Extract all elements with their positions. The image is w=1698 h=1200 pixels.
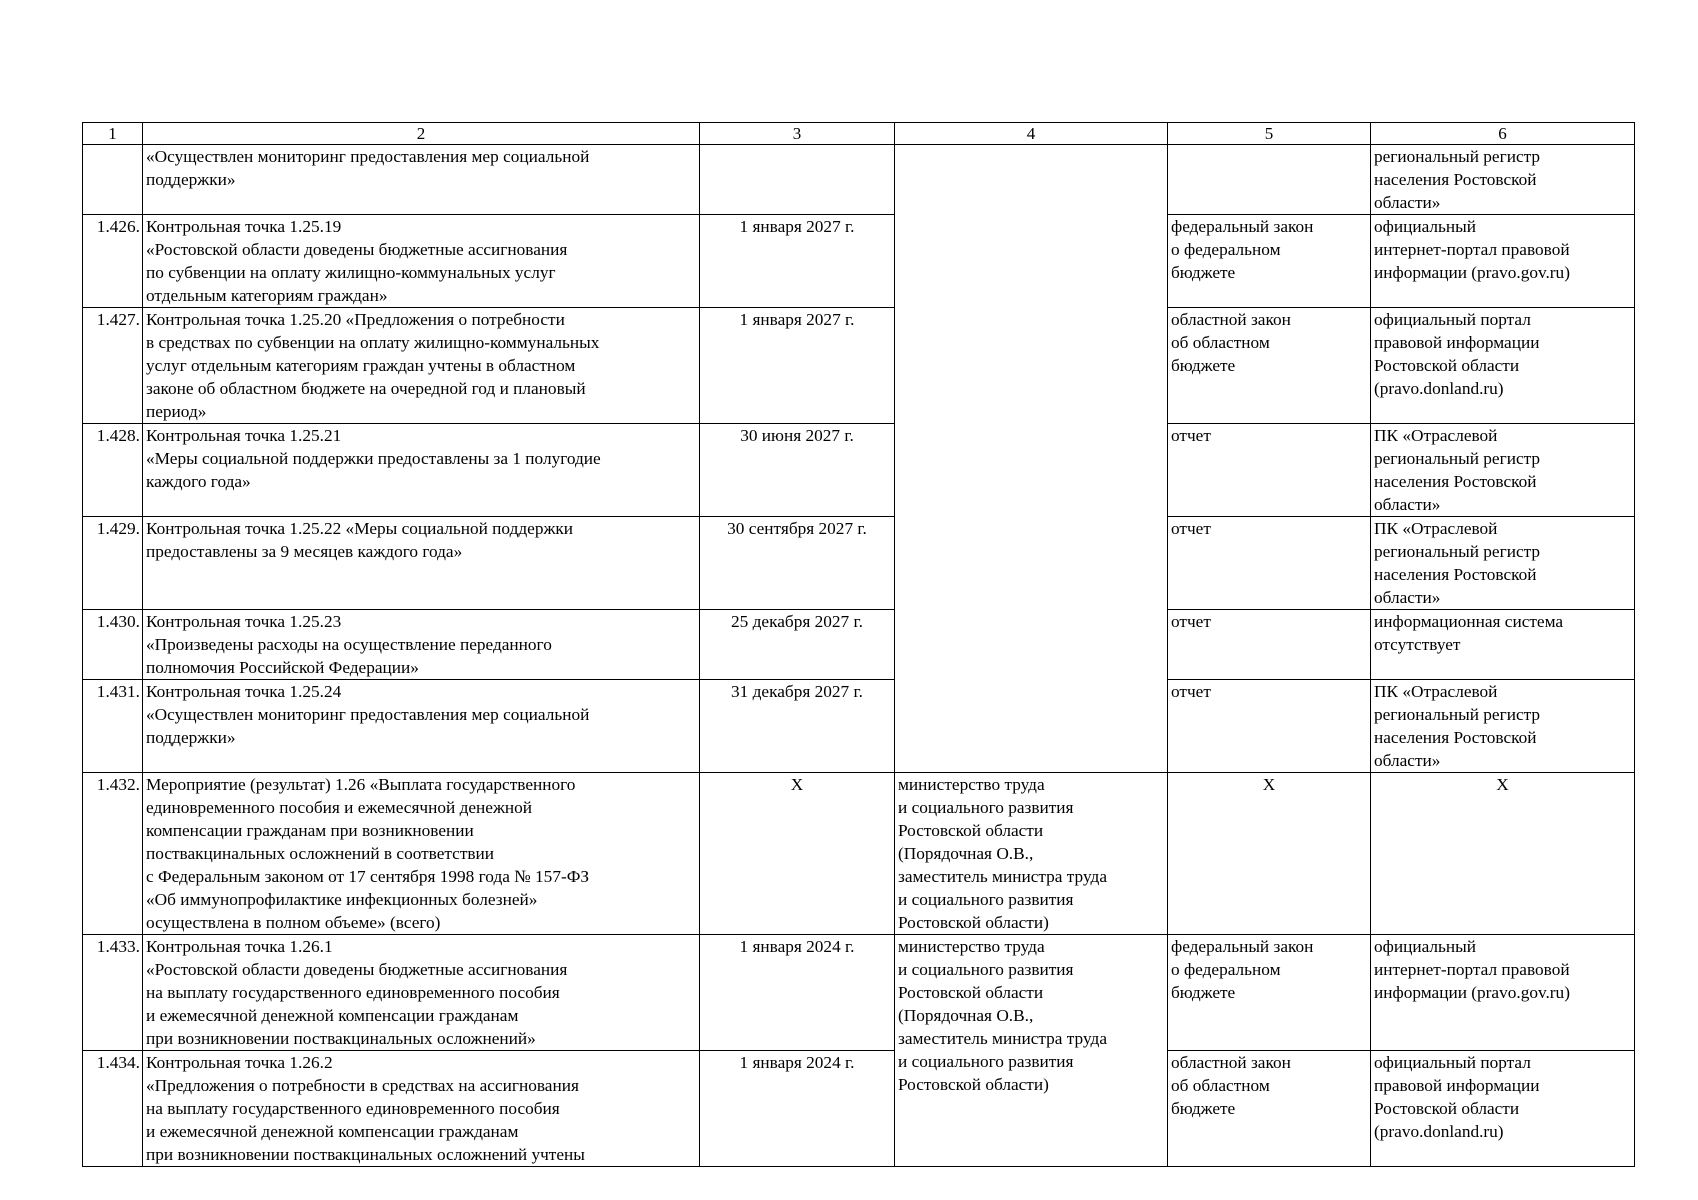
text-line: (pravo.donland.ru) (1374, 1122, 1504, 1141)
text-line: компенсации гражданам при возникновении (146, 821, 474, 840)
text-line: населения Ростовской (1374, 565, 1537, 584)
text-line: официальный (1374, 937, 1477, 956)
table-row (83, 145, 1635, 215)
text-line: ПК «Отраслевой (1374, 426, 1498, 445)
table-row (83, 773, 1635, 935)
text-line: правовой информации (1374, 1076, 1540, 1095)
text-line: отчет (1171, 682, 1211, 701)
text-line: федеральный закон (1171, 217, 1314, 236)
row-number-cell: 1.428. (83, 424, 143, 517)
responsible-merged-cell (895, 935, 1168, 1167)
column-header: 5 (1168, 123, 1371, 145)
description-cell (143, 773, 700, 935)
text-line: «Об иммунопрофилактике инфекционных болезней» (146, 890, 538, 909)
text-line: информации (pravo.gov.ru) (1374, 263, 1570, 282)
date-cell: 1 января 2024 г. (700, 1051, 895, 1167)
column-header: 4 (895, 123, 1168, 145)
text-line: «Ростовской области доведены бюджетные ассигнования (146, 960, 568, 979)
text-line: (Порядочная О.В., (898, 844, 1034, 863)
text-line: о федеральном (1171, 240, 1281, 259)
text-line: с Федеральным законом от 17 сентября 1998 года № 157-ФЗ (146, 867, 590, 886)
column-header: 2 (143, 123, 700, 145)
text-line: при возникновении поствакцинальных осложнений» (146, 1029, 536, 1048)
text-line: и ежемесячной денежной компенсации гражданам (146, 1006, 519, 1025)
text-line: Контрольная точка 1.25.22 «Меры социальной поддержки (146, 519, 574, 538)
text-line: отдельным категориям граждан» (146, 286, 388, 305)
text-line: поддержки» (146, 170, 236, 189)
text-line: федеральный закон (1171, 937, 1314, 956)
information-system-cell (1371, 610, 1635, 680)
text-line: услуг отдельным категориям граждан учтены в областном (146, 356, 576, 375)
description-cell (143, 215, 700, 308)
description-cell (143, 145, 700, 215)
column-header: 1 (83, 123, 143, 145)
information-system-cell (1371, 680, 1635, 773)
text-line: (Порядочная О.В., (898, 1006, 1034, 1025)
text-line: официальный (1374, 217, 1477, 236)
text-line: «Осуществлен мониторинг предоставления мер социальной (146, 147, 590, 166)
information-system-cell (1371, 145, 1635, 215)
text-line: бюджете (1171, 1099, 1236, 1118)
text-line: период» (146, 402, 207, 421)
column-header: 3 (700, 123, 895, 145)
text-line: области» (1374, 588, 1441, 607)
information-system-cell (1371, 308, 1635, 424)
text-line: заместитель министра труда (898, 867, 1107, 886)
control-points-table (82, 122, 1635, 1167)
text-line: министерство труда (898, 775, 1045, 794)
text-line: отчет (1171, 426, 1211, 445)
text-line: отчет (1171, 519, 1211, 538)
text-line: интернет-портал правовой (1374, 960, 1570, 979)
text-line: Ростовской области (898, 983, 1044, 1002)
text-line: Контрольная точка 1.25.23 (146, 612, 342, 631)
table-row (83, 424, 1635, 517)
text-line: ПК «Отраслевой (1374, 682, 1498, 701)
text-line: «Произведены расходы на осуществление переданного (146, 635, 552, 654)
text-line: области» (1374, 495, 1441, 514)
document-type-cell (1168, 935, 1371, 1051)
text-line: поствакцинальных осложнений в соответствии (146, 844, 495, 863)
document-type-cell (1168, 215, 1371, 308)
text-line: в средствах по субвенции на оплату жилищно-коммунальных (146, 333, 600, 352)
information-system-cell (1371, 517, 1635, 610)
text-line: официальный портал (1374, 1053, 1531, 1072)
date-cell: 30 сентября 2027 г. (700, 517, 895, 610)
row-number-cell: 1.430. (83, 610, 143, 680)
text-line: осуществлена в полном объеме» (всего) (146, 913, 441, 932)
text-line: Ростовской области) (898, 1075, 1049, 1094)
description-cell (143, 935, 700, 1051)
text-line: заместитель министра труда (898, 1029, 1107, 1048)
column-header: 6 (1371, 123, 1635, 145)
text-line: интернет-портал правовой (1374, 240, 1570, 259)
text-line: при возникновении поствакцинальных осложнений учтены (146, 1145, 585, 1164)
text-line: и социального развития (898, 960, 1074, 979)
responsible-cell (895, 773, 1168, 935)
text-line: об областном (1171, 333, 1270, 352)
responsible-merged-cell (895, 145, 1168, 773)
document-type-cell (1168, 1051, 1371, 1167)
text-line: «Предложения о потребности в средствах на ассигнования (146, 1076, 579, 1095)
document-type-cell (1168, 517, 1371, 610)
text-line: X (1262, 775, 1276, 794)
text-line: бюджете (1171, 356, 1236, 375)
row-number-cell: 1.433. (83, 935, 143, 1051)
text-line: бюджете (1171, 263, 1236, 282)
text-line: Ростовской области (898, 821, 1044, 840)
table-row (83, 610, 1635, 680)
text-line: бюджете (1171, 983, 1236, 1002)
information-system-cell (1371, 215, 1635, 308)
text-line: официальный портал (1374, 310, 1531, 329)
date-cell: 1 января 2027 г. (700, 215, 895, 308)
description-cell (143, 308, 700, 424)
text-line: Контрольная точка 1.26.2 (146, 1053, 333, 1072)
information-system-cell (1371, 1051, 1635, 1167)
text-line: Ростовской области) (898, 913, 1049, 932)
table-row (83, 680, 1635, 773)
date-cell: 31 декабря 2027 г. (700, 680, 895, 773)
row-number-cell: 1.426. (83, 215, 143, 308)
table-row (83, 215, 1635, 308)
description-cell (143, 610, 700, 680)
text-line: «Меры социальной поддержки предоставлены за 1 полугодие (146, 449, 601, 468)
text-line: населения Ростовской (1374, 170, 1537, 189)
description-cell (143, 517, 700, 610)
text-line: предоставлены за 9 месяцев каждого года» (146, 542, 463, 561)
row-number-cell: 1.431. (83, 680, 143, 773)
text-line: «Осуществлен мониторинг предоставления мер социальной (146, 705, 590, 724)
text-line: региональный регистр (1374, 449, 1541, 468)
text-line: каждого года» (146, 472, 251, 491)
text-line: поддержки» (146, 728, 236, 747)
text-line: (pravo.donland.ru) (1374, 379, 1504, 398)
text-line: Мероприятие (результат) 1.26 «Выплата государственного (146, 775, 576, 794)
table-row (83, 308, 1635, 424)
date-cell: 30 июня 2027 г. (700, 424, 895, 517)
date-cell: 1 января 2027 г. (700, 308, 895, 424)
row-number-cell: 1.427. (83, 308, 143, 424)
row-number-cell (83, 145, 143, 215)
text-line: и социального развития (898, 1052, 1074, 1071)
text-line: о федеральном (1171, 960, 1281, 979)
text-line: Ростовской области (1374, 356, 1520, 375)
text-line: единовременного пособия и ежемесячной денежной (146, 798, 533, 817)
text-line: информационная система (1374, 612, 1564, 631)
text-line: областной закон (1171, 1053, 1291, 1072)
text-line: ПК «Отраслевой (1374, 519, 1498, 538)
text-line: отсутствует (1374, 635, 1461, 654)
row-number-cell: 1.429. (83, 517, 143, 610)
text-line: населения Ростовской (1374, 472, 1537, 491)
text-line: министерство труда (898, 937, 1045, 956)
document-type-cell (1168, 308, 1371, 424)
text-line: правовой информации (1374, 333, 1540, 352)
text-line: об областном (1171, 1076, 1270, 1095)
document-page (82, 122, 1634, 1162)
text-line: и ежемесячной денежной компенсации гражданам (146, 1122, 519, 1141)
text-line: на выплату государственного единовременного пособия (146, 983, 560, 1002)
information-system-cell (1371, 773, 1635, 935)
text-line: X (1496, 775, 1509, 794)
information-system-cell (1371, 935, 1635, 1051)
text-line: на выплату государственного единовременного пособия (146, 1099, 560, 1118)
document-type-cell (1168, 424, 1371, 517)
information-system-cell (1371, 424, 1635, 517)
text-line: информации (pravo.gov.ru) (1374, 983, 1570, 1002)
table-row (83, 517, 1635, 610)
document-type-cell (1168, 610, 1371, 680)
description-cell (143, 680, 700, 773)
text-line: региональный регистр (1374, 705, 1541, 724)
text-line: по субвенции на оплату жилищно-коммунальных услуг (146, 263, 556, 282)
text-line: областной закон (1171, 310, 1291, 329)
document-type-cell (1168, 680, 1371, 773)
text-line: и социального развития (898, 798, 1074, 817)
row-number-cell: 1.432. (83, 773, 143, 935)
text-line: Контрольная точка 1.25.19 (146, 217, 342, 236)
text-line: Контрольная точка 1.25.20 «Предложения о потребности (146, 310, 565, 329)
text-line: региональный регистр (1374, 147, 1541, 166)
text-line: области» (1374, 193, 1441, 212)
description-cell (143, 424, 700, 517)
date-cell: 25 декабря 2027 г. (700, 610, 895, 680)
date-cell: X (700, 773, 895, 935)
document-type-cell (1168, 773, 1371, 935)
document-type-cell (1168, 145, 1371, 215)
row-number-cell: 1.434. (83, 1051, 143, 1167)
text-line: отчет (1171, 612, 1211, 631)
date-cell (700, 145, 895, 215)
table-row (83, 935, 1635, 1051)
text-line: области» (1374, 751, 1441, 770)
text-line: Ростовской области (1374, 1099, 1520, 1118)
text-line: полномочия Российской Федерации» (146, 658, 419, 677)
text-line: Контрольная точка 1.25.24 (146, 682, 342, 701)
column-number-row (83, 123, 1635, 145)
table-row (83, 1051, 1635, 1167)
description-cell (143, 1051, 700, 1167)
text-line: «Ростовской области доведены бюджетные ассигнования (146, 240, 568, 259)
text-line: Контрольная точка 1.26.1 (146, 937, 333, 956)
text-line: региональный регистр (1374, 542, 1541, 561)
text-line: Контрольная точка 1.25.21 (146, 426, 342, 445)
text-line: и социального развития (898, 890, 1074, 909)
text-line: населения Ростовской (1374, 728, 1537, 747)
text-line: законе об областном бюджете на очередной год и плановый (146, 379, 586, 398)
date-cell: 1 января 2024 г. (700, 935, 895, 1051)
